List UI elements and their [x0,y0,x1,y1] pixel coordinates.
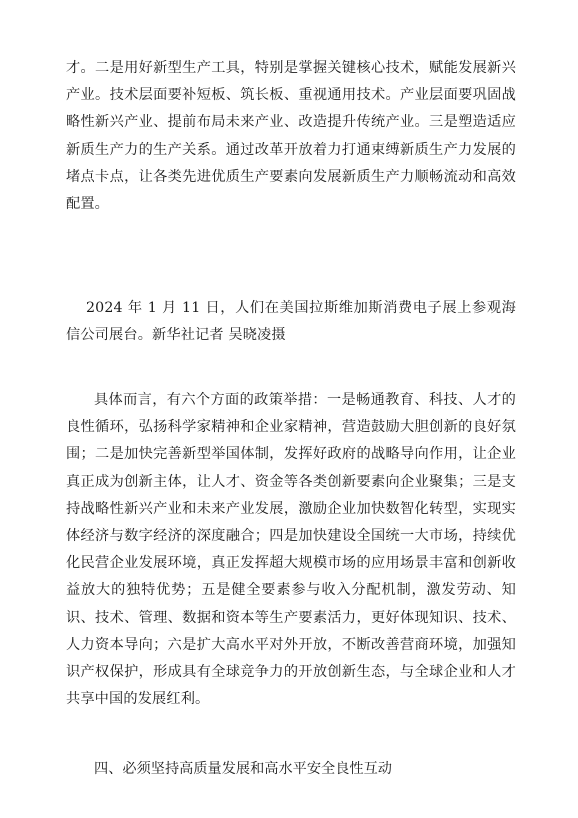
section-heading: 四、必须坚持高质量发展和高水平安全良性互动 [94,761,392,777]
photo-caption: 2024 年 1 月 11 日，人们在美国拉斯维加斯消费电子展上参观海信公司展台。新华社记者 吴晓凌摄 [66,300,516,344]
continuation-paragraph: 才。二是用好新型生产工具，特别是掌握关键核心技术，赋能发展新兴产业。技术层面要补短板、筑长板、重视通用技术。产业层面要巩固战略性新兴产业、提前布局未来产业、改造提升传统产业。三是塑造适应新质生产力的生产关系。通过改革开放着力打通束缚新质生产力发展的堵点卡点，让各类先进优质生产要素向发展新质生产力顺畅流动和高效配置。 [66,60,516,213]
policy-measures-paragraph: 具体而言，有六个方面的政策举措：一是畅通教育、科技、人才的良性循环，弘扬科学家精神和企业家精神，营造鼓励大胆创新的良好氛围；二是加快完善新型举国体制，发挥好政府的战略导向作用，让企业真正成为创新主体，让人才、资金等各类创新要素向企业聚集；三是支持战略性新兴产业和未来产业发展，激励企业加快数智化转型，实现实体经济与数字经济的深度融合；四是加快建设全国统一大市场，持续优化民营企业发展环境，真正发挥超大规模市场的应用场景丰富和创新收益放大的独特优势；五是健全要素参与收入分配机制，激发劳动、知识、技术、管理、数据和资本等生产要素活力，更好体现知识、技术、人力资本导向；六是扩大高水平对外开放，不断改善营商环境，加强知识产权保护，形成具有全球竞争力的开放创新生态，与全球企业和人才共享中国的发展红利。 [66,392,516,708]
